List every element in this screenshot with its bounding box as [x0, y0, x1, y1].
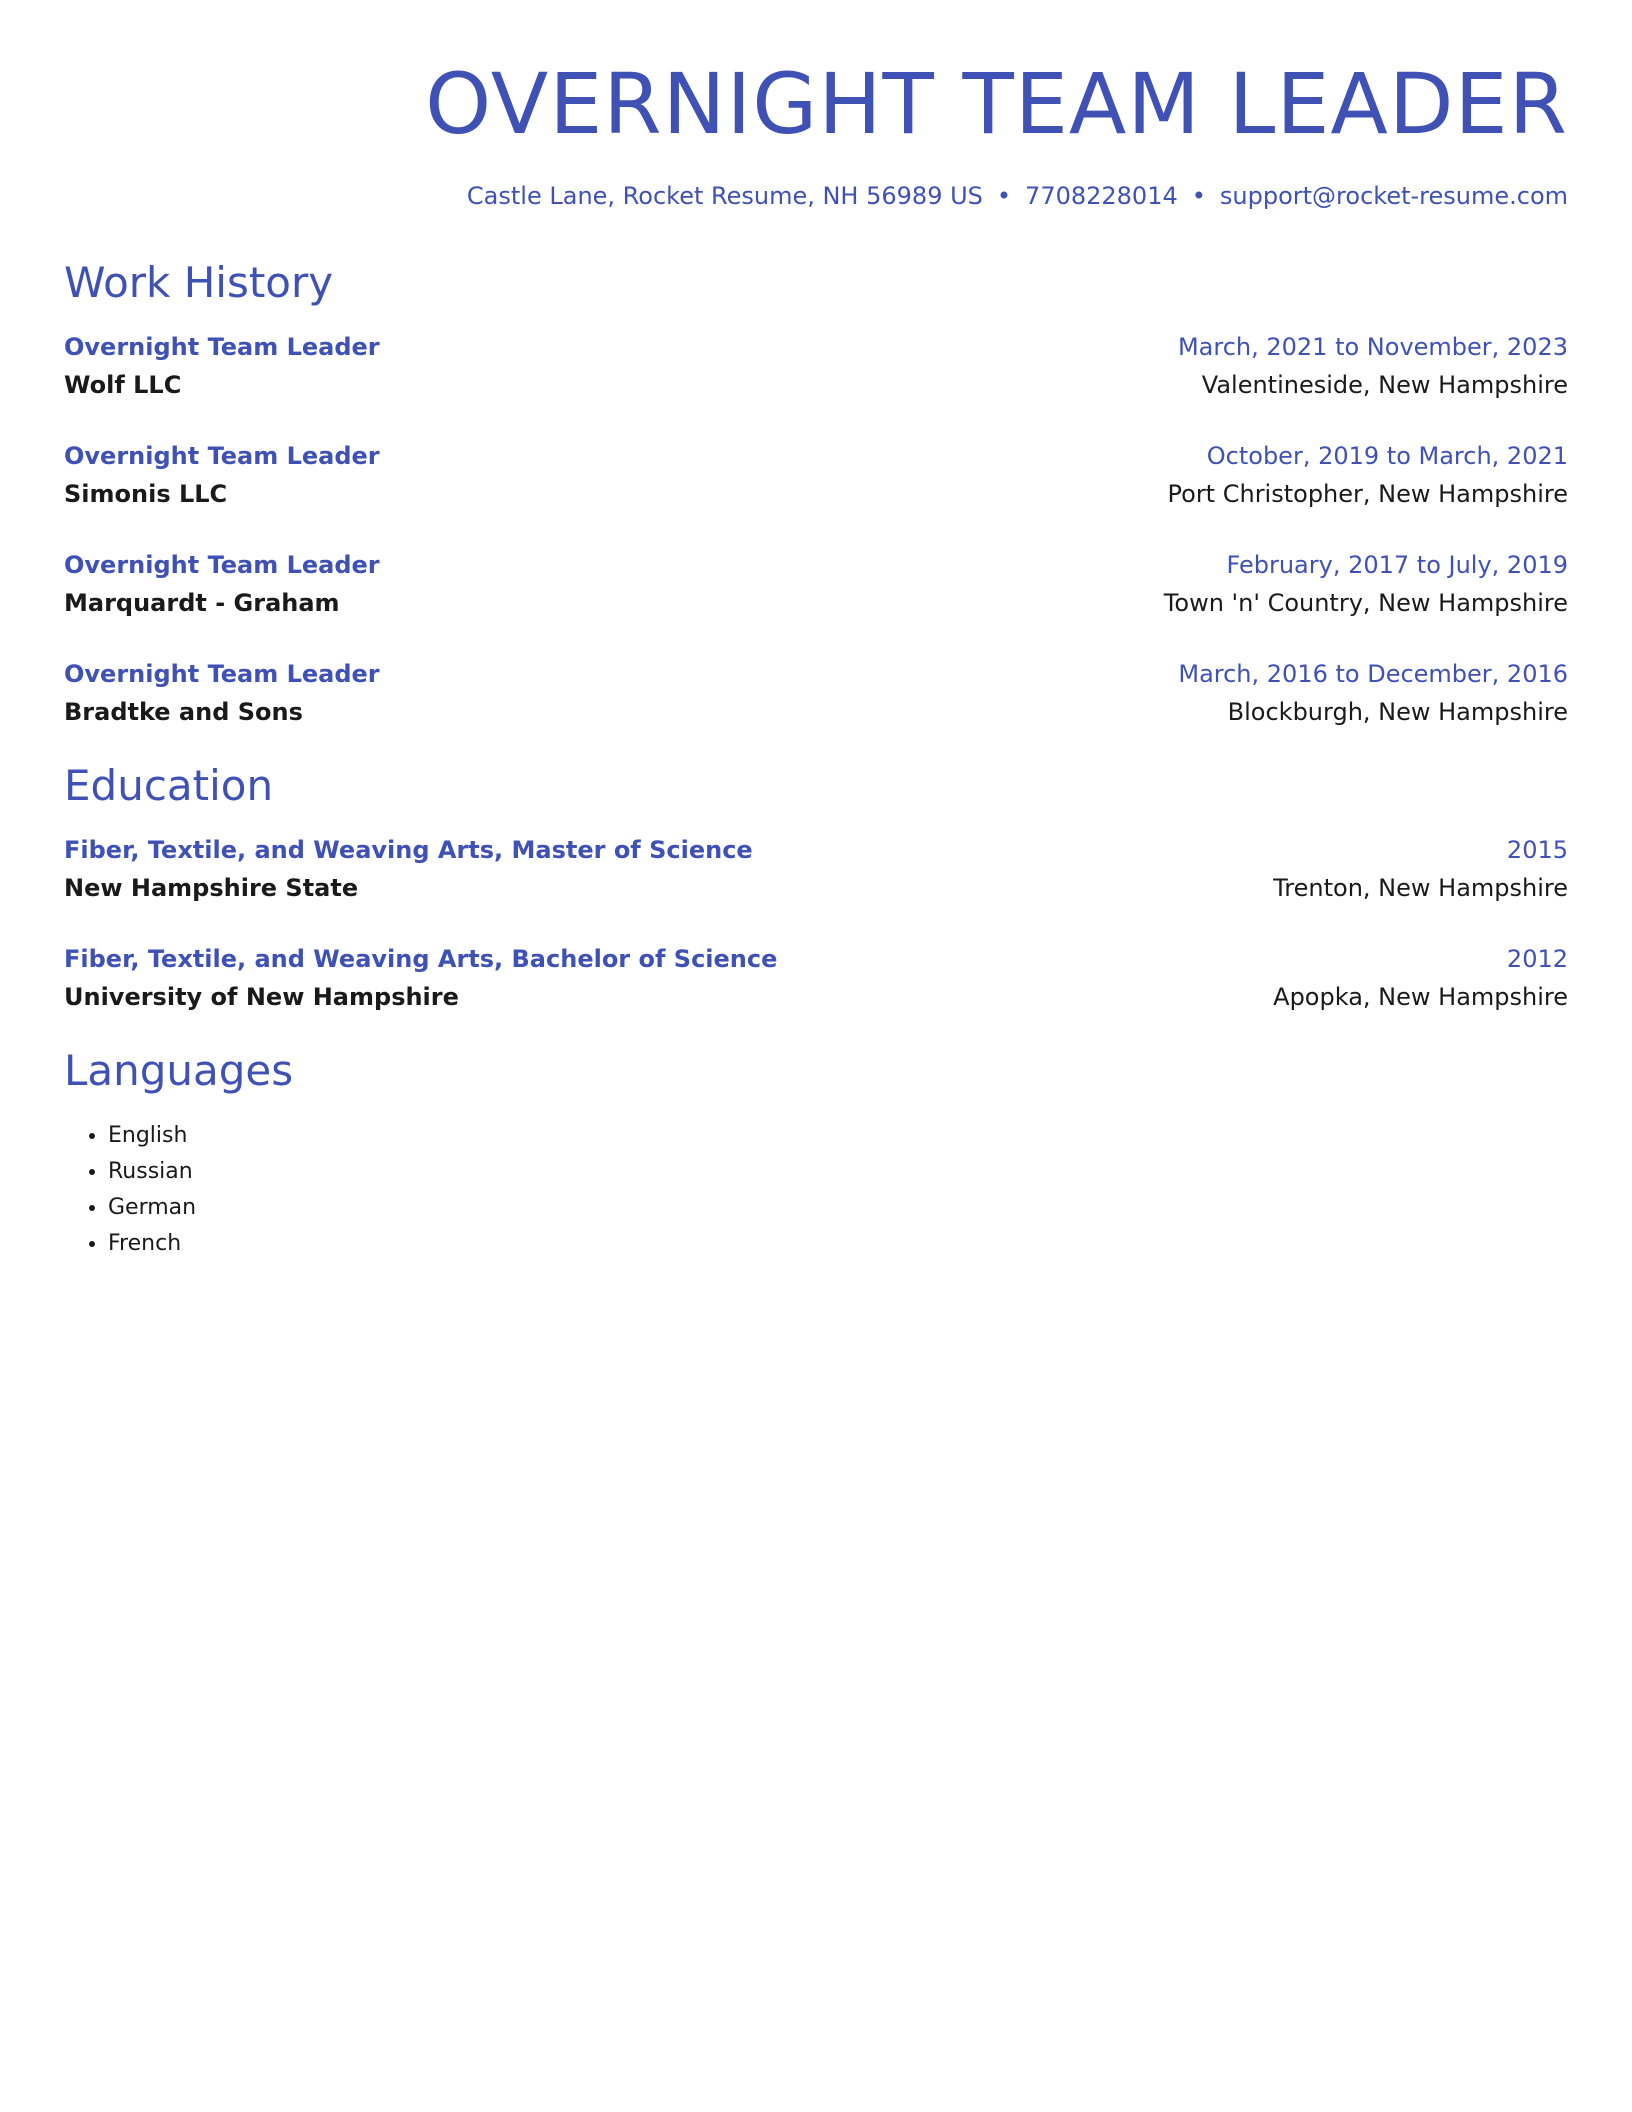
language-item: • French: [108, 1226, 196, 1262]
work-company: Marquardt - Graham: [64, 589, 340, 617]
languages-list: [64, 1118, 196, 1262]
work-location: Town 'n' Country, New Hampshire: [1163, 589, 1568, 617]
work-role: Overnight Team Leader: [64, 660, 380, 688]
education-entry: [64, 940, 1568, 1016]
work-location: Port Christopher, New Hampshire: [1167, 480, 1568, 508]
contact-email: support@rocket-resume.com: [1219, 182, 1568, 210]
contact-address: Castle Lane, Rocket Resume, NH 56989 US: [466, 182, 983, 210]
work-history-heading: Work History: [64, 258, 334, 307]
contact-phone: 7708228014: [1025, 182, 1178, 210]
work-entry: [64, 328, 1568, 404]
work-dates: March, 2016 to December, 2016: [1178, 660, 1568, 688]
work-location: Valentineside, New Hampshire: [1201, 371, 1568, 399]
education-year: 2012: [1506, 945, 1568, 973]
language-item: • English: [108, 1118, 196, 1154]
education-school: University of New Hampshire: [64, 983, 459, 1011]
work-entry: [64, 655, 1568, 731]
education-heading: Education: [64, 761, 274, 810]
language-item: • Russian: [108, 1154, 196, 1190]
work-entry: [64, 546, 1568, 622]
contact-separator: •: [1191, 182, 1206, 210]
work-company: Simonis LLC: [64, 480, 228, 508]
language-item: • German: [108, 1190, 196, 1226]
education-entry: [64, 831, 1568, 907]
work-role: Overnight Team Leader: [64, 442, 380, 470]
contact-separator: •: [996, 182, 1012, 210]
education-degree: Fiber, Textile, and Weaving Arts, Master of Science: [64, 836, 753, 864]
contact-line: [467, 180, 1568, 212]
work-entry: [64, 437, 1568, 513]
work-dates: October, 2019 to March, 2021: [1206, 442, 1568, 470]
languages-heading: Languages: [64, 1046, 294, 1095]
education-location: Trenton, New Hampshire: [1273, 874, 1568, 902]
education-year: 2015: [1506, 836, 1568, 864]
resume-title: OVERNIGHT TEAM LEADER: [425, 55, 1568, 153]
work-role: Overnight Team Leader: [64, 333, 380, 361]
work-dates: February, 2017 to July, 2019: [1226, 551, 1568, 579]
education-location: Apopka, New Hampshire: [1273, 983, 1568, 1011]
work-location: Blockburgh, New Hampshire: [1227, 698, 1568, 726]
education-school: New Hampshire State: [64, 874, 359, 902]
work-dates: March, 2021 to November, 2023: [1177, 333, 1568, 361]
work-company: Wolf LLC: [64, 371, 182, 399]
education-degree: Fiber, Textile, and Weaving Arts, Bachelor of Science: [64, 945, 778, 973]
work-role: Overnight Team Leader: [64, 551, 380, 579]
work-company: Bradtke and Sons: [64, 698, 303, 726]
